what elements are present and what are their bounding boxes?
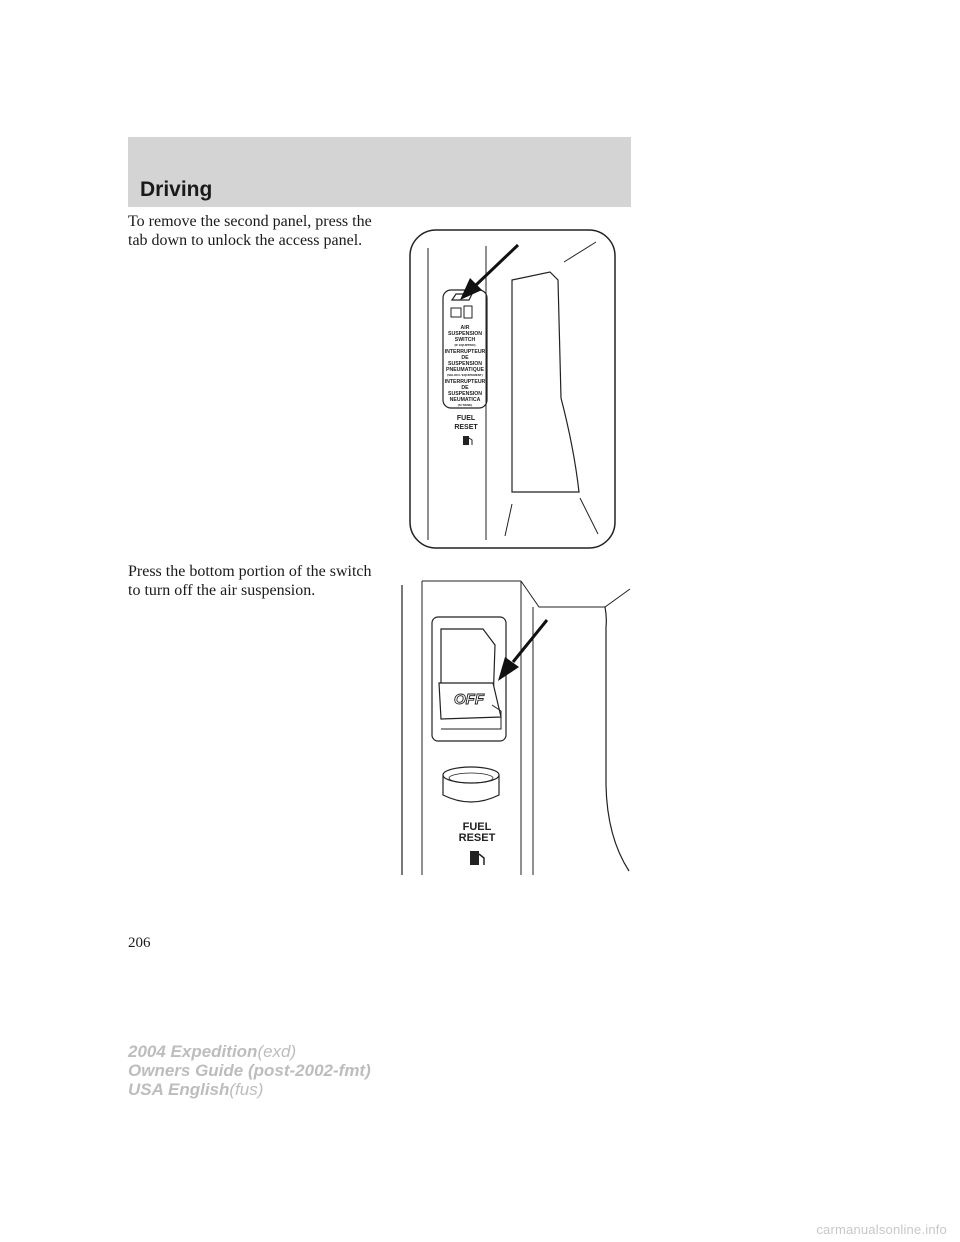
footer-guide: Owners Guide (post-2002-fmt) bbox=[128, 1061, 371, 1080]
label-line: (SI TIENE) bbox=[457, 403, 473, 407]
section-header-band bbox=[128, 137, 631, 207]
off-switch-label: OFF bbox=[454, 691, 484, 708]
arrow-icon bbox=[498, 620, 547, 681]
instruction-paragraph-2: Press the bottom portion of the switch to turn off the air suspension. bbox=[128, 563, 372, 599]
label-line: AIR bbox=[460, 325, 470, 331]
label-line: SUSPENSION bbox=[447, 361, 483, 367]
footer-language: USA English bbox=[128, 1080, 230, 1099]
label-line: DE bbox=[461, 355, 469, 361]
label-line: DE bbox=[461, 385, 469, 391]
footer-language-code: (fus) bbox=[229, 1080, 264, 1099]
label-line: SWITCH bbox=[454, 337, 476, 343]
label-line: (SELON L'EQUIPEMENT) bbox=[447, 373, 483, 377]
fuel-pump-icon bbox=[463, 436, 472, 445]
fuel-pump-icon bbox=[470, 851, 484, 865]
label-line: (IF EQUIPPED) bbox=[454, 343, 476, 347]
page-number: 206 bbox=[128, 935, 151, 951]
label-line: PNEUMATIQUE bbox=[446, 367, 484, 373]
footer-model: 2004 Expedition bbox=[128, 1042, 258, 1061]
fuel-reset-label: FUEL bbox=[456, 415, 476, 422]
label-line: SUSPENSION bbox=[447, 391, 483, 397]
label-line: NEUMATICA bbox=[449, 397, 481, 403]
air-suspension-label bbox=[445, 325, 486, 407]
instruction-paragraph-1: To remove the second panel, press the tab down to unlock the access panel. bbox=[128, 213, 372, 249]
fuel-reset-label: RESET bbox=[458, 832, 496, 844]
label-line: INTERRUPTEUR bbox=[444, 379, 486, 385]
fuel-reset-label: FUEL bbox=[462, 821, 492, 833]
arrow-icon bbox=[460, 245, 518, 300]
footer-model-code: (exd) bbox=[257, 1042, 297, 1061]
access-panel-illustration bbox=[398, 228, 632, 552]
fuel-reset-label: RESET bbox=[454, 424, 478, 431]
section-title: Driving bbox=[140, 178, 213, 201]
watermark: carmanualsonline.info bbox=[816, 1222, 947, 1237]
label-line: SUSPENSION bbox=[447, 331, 483, 337]
document-footer bbox=[128, 1042, 371, 1099]
air-suspension-switch-illustration bbox=[397, 577, 633, 877]
label-line: INTERRUPTEUR bbox=[444, 349, 486, 355]
